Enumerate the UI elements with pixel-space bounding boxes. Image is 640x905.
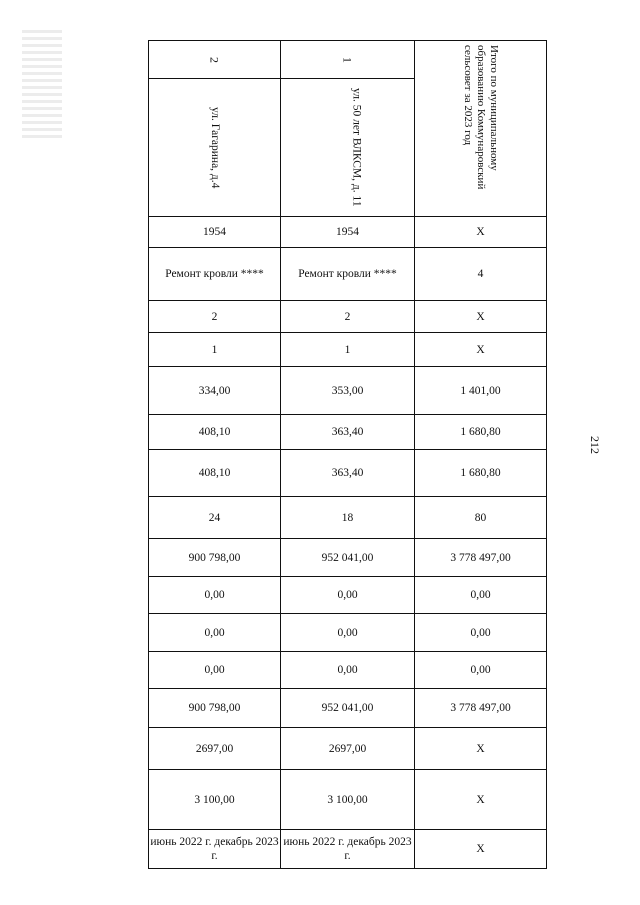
table-cell: 2 — [149, 301, 281, 333]
address-cell — [281, 79, 415, 217]
building-address: ул. Гагарина, д.4 — [209, 106, 221, 189]
column-number-cell — [281, 41, 415, 79]
table-cell: 363,40 — [281, 415, 415, 450]
page-number: 212 — [588, 436, 602, 454]
table-cell: 952 041,00 — [281, 539, 415, 577]
table-row — [149, 367, 547, 415]
table-cell: 1 680,80 — [415, 450, 547, 497]
table-row — [149, 415, 547, 450]
table-row — [149, 450, 547, 497]
table-cell: 353,00 — [281, 367, 415, 415]
table-cell: 408,10 — [149, 450, 281, 497]
table-row — [149, 577, 547, 614]
column-number: 2 — [207, 56, 222, 63]
table-cell: Х — [415, 830, 547, 869]
table-cell: 2 — [281, 301, 415, 333]
table-cell: 0,00 — [281, 652, 415, 689]
table-row — [149, 497, 547, 539]
total-header-cell — [415, 41, 547, 217]
table-row — [149, 301, 547, 333]
table-cell: 0,00 — [415, 577, 547, 614]
table-cell: 363,40 — [281, 450, 415, 497]
repair-schedule-table — [148, 40, 547, 869]
table-cell: Х — [415, 333, 547, 367]
table-row — [149, 689, 547, 728]
table-cell: 1 — [149, 333, 281, 367]
table-cell: 952 041,00 — [281, 689, 415, 728]
table-cell: июнь 2022 г. декабрь 2023 г. — [281, 830, 415, 869]
table-row — [149, 830, 547, 869]
table-cell: 1954 — [149, 217, 281, 248]
table-cell: 24 — [149, 497, 281, 539]
table-cell: 18 — [281, 497, 415, 539]
table-cell: июнь 2022 г. декабрь 2023 г. — [149, 830, 281, 869]
table-row — [149, 248, 547, 301]
table-cell: 900 798,00 — [149, 689, 281, 728]
table-cell: 1 — [281, 333, 415, 367]
column-number-cell — [149, 41, 281, 79]
table-cell: Х — [415, 217, 547, 248]
table-row — [149, 614, 547, 652]
table-cell: 4 — [415, 248, 547, 301]
table-row — [149, 539, 547, 577]
table-cell: 0,00 — [149, 614, 281, 652]
table-cell: 2697,00 — [149, 728, 281, 770]
address-cell — [149, 79, 281, 217]
table-cell: 0,00 — [281, 614, 415, 652]
table-cell: 1 401,00 — [415, 367, 547, 415]
scan-artifact — [22, 30, 62, 140]
table-cell: 1954 — [281, 217, 415, 248]
table-cell: 3 778 497,00 — [415, 539, 547, 577]
table-cell: Ремонт кровли **** — [281, 248, 415, 301]
table-cell: 0,00 — [149, 652, 281, 689]
table-row — [149, 333, 547, 367]
table-cell: Х — [415, 301, 547, 333]
table-cell: 900 798,00 — [149, 539, 281, 577]
table-cell: 80 — [415, 497, 547, 539]
table-row — [149, 217, 547, 248]
header-number-row — [149, 41, 547, 79]
table-cell: 3 778 497,00 — [415, 689, 547, 728]
table-cell: 0,00 — [415, 614, 547, 652]
table-cell: 334,00 — [149, 367, 281, 415]
table-row — [149, 652, 547, 689]
table-row — [149, 770, 547, 830]
table-cell: Ремонт кровли **** — [149, 248, 281, 301]
column-number: 1 — [340, 56, 355, 63]
table-cell: Х — [415, 728, 547, 770]
table-cell: 2697,00 — [281, 728, 415, 770]
table-row — [149, 728, 547, 770]
table-cell: Х — [415, 770, 547, 830]
table-cell: 1 680,80 — [415, 415, 547, 450]
table-cell: 0,00 — [149, 577, 281, 614]
building-address: ул. 50 лет ВЛКСМ, д. 11 — [350, 88, 363, 207]
table-body — [149, 217, 547, 869]
table-cell: 408,10 — [149, 415, 281, 450]
table-cell: 3 100,00 — [281, 770, 415, 830]
total-column-title: Итого по муниципальному образованию Коммунаровский сельсовет за 2023 год — [462, 44, 500, 189]
table-cell: 0,00 — [281, 577, 415, 614]
table-cell: 3 100,00 — [149, 770, 281, 830]
table-cell: 0,00 — [415, 652, 547, 689]
